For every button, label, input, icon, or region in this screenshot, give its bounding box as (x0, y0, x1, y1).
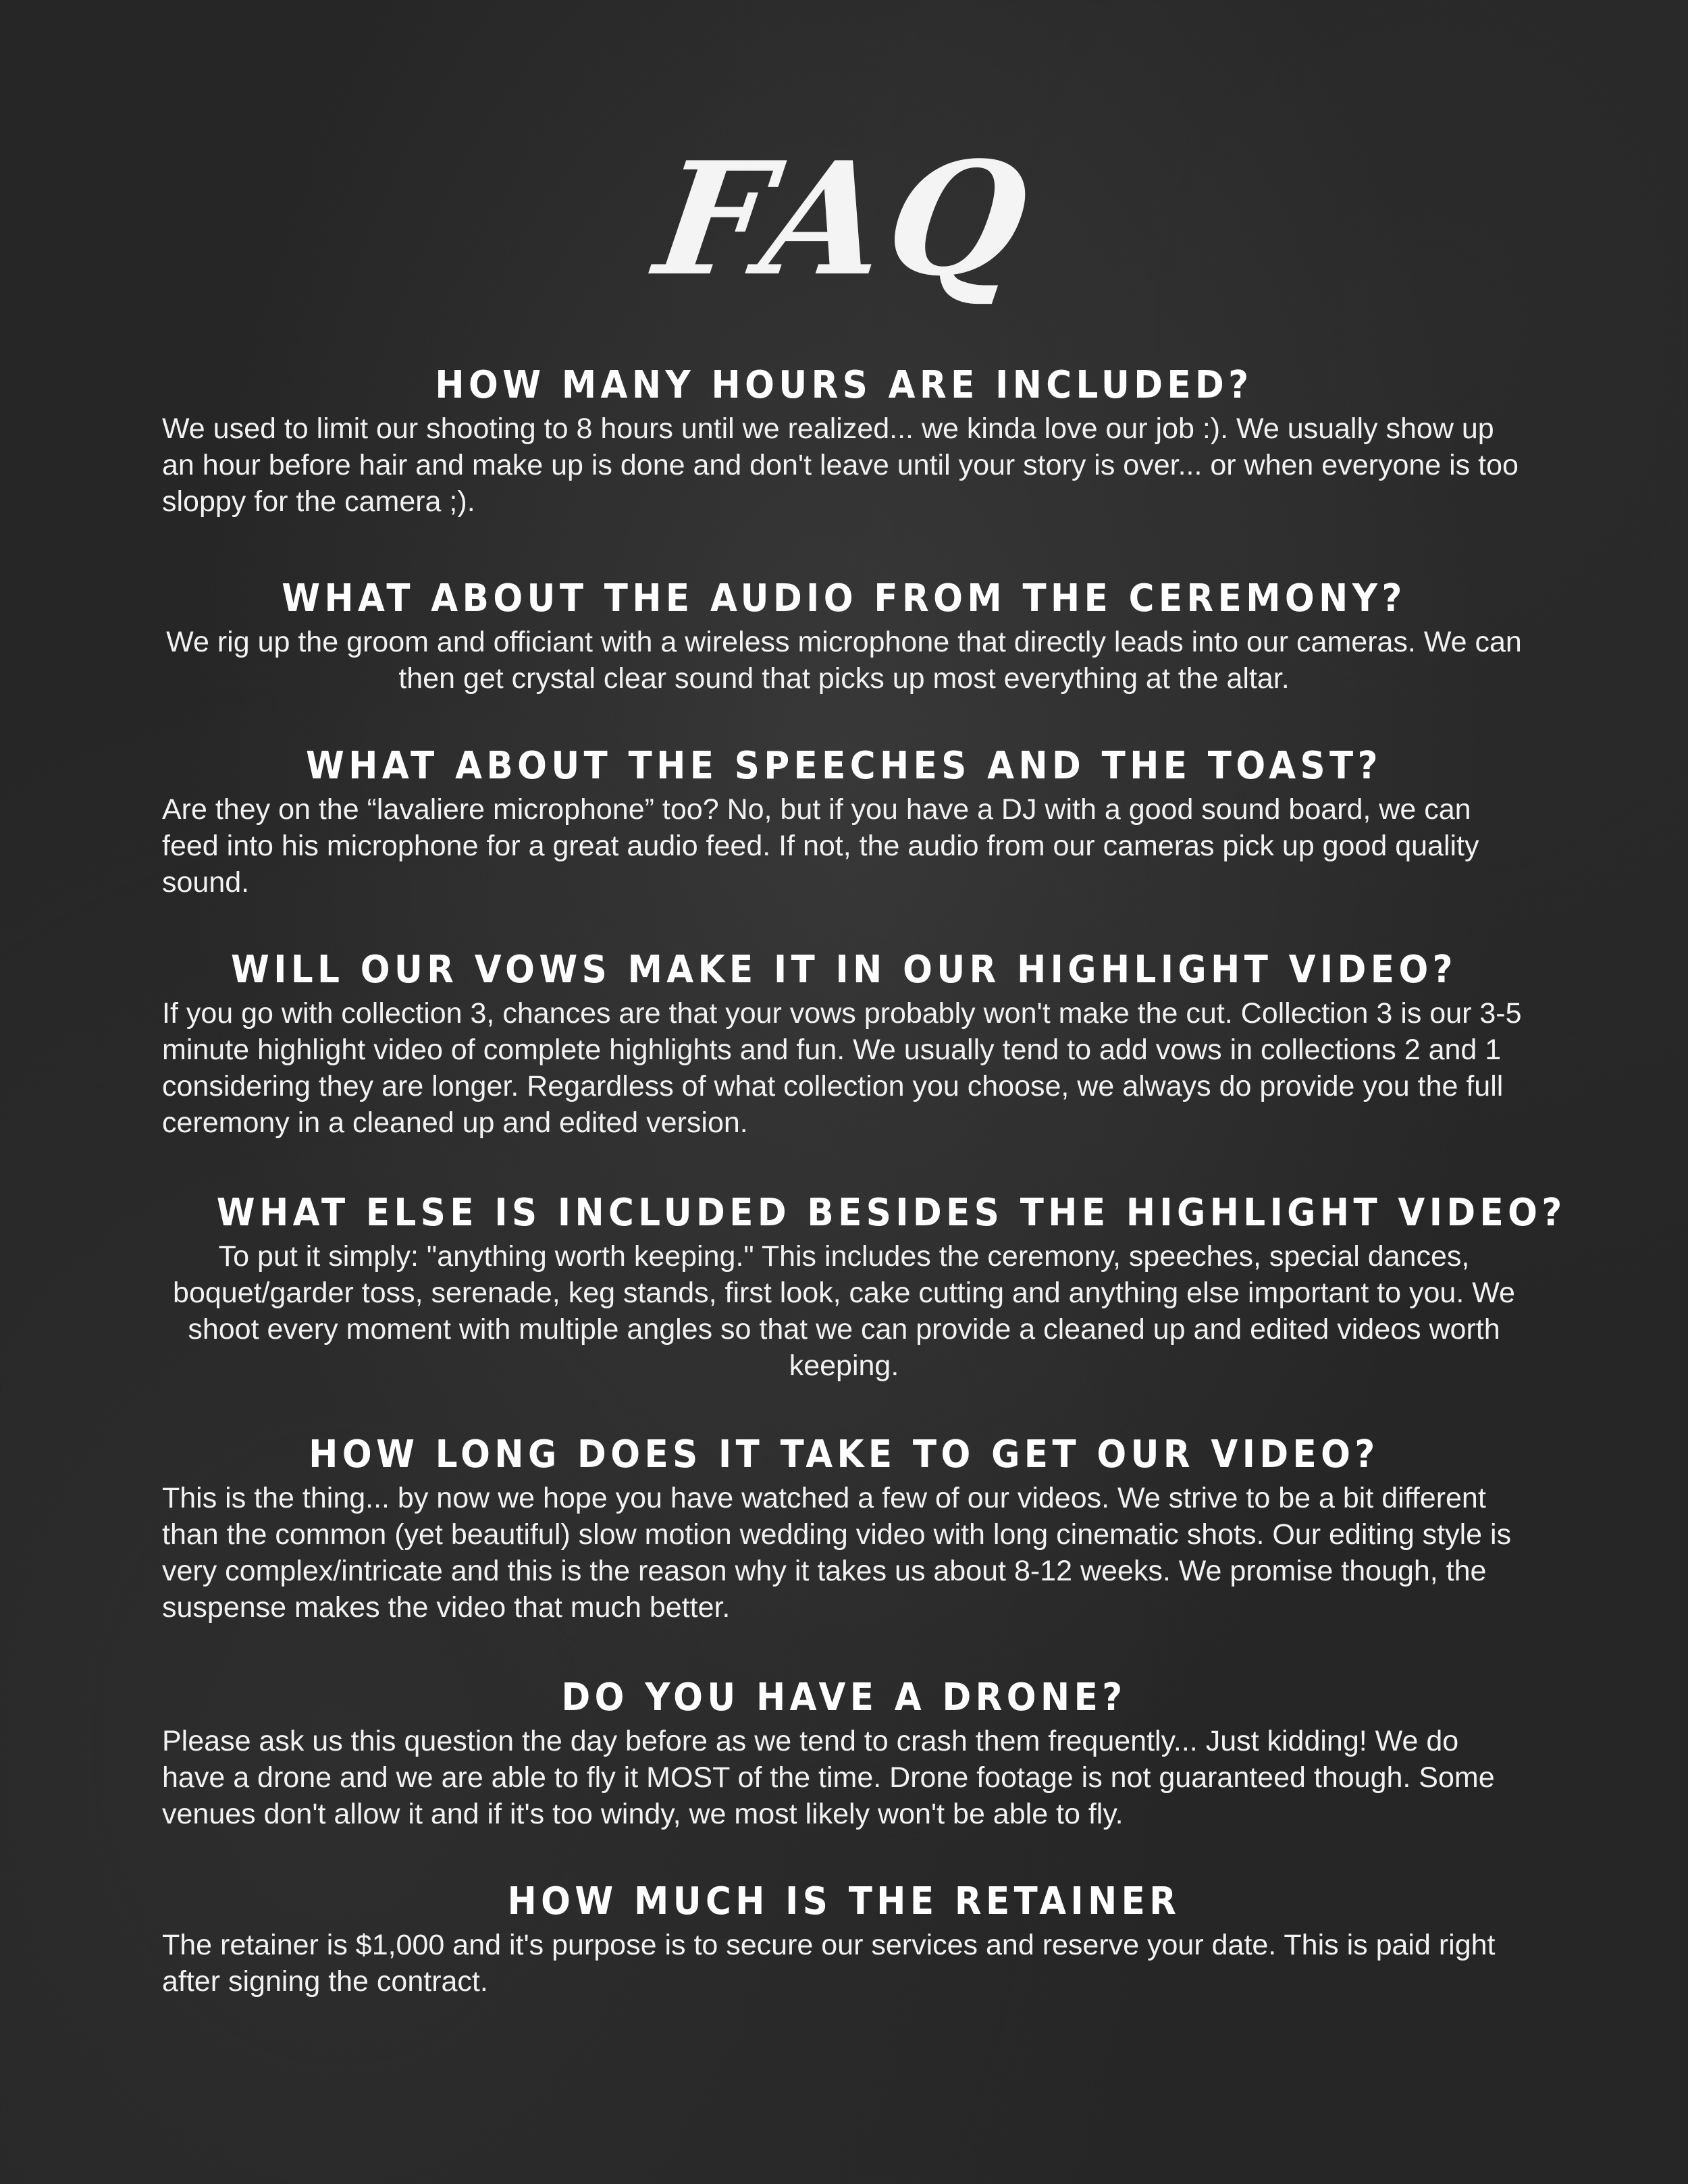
faq-question: WILL OUR VOWS MAKE IT IN OUR HIGHLIGHT VIDEO? (230, 948, 1458, 992)
faq-item-included (162, 1190, 1566, 1384)
faq-item-hours (162, 362, 1526, 520)
faq-question: HOW MANY HOURS ARE INCLUDED? (435, 363, 1253, 407)
faq-answer: We used to limit our shooting to 8 hours until we realized... we kinda love our job :). We usually show up an hour before hair and make up is done and don't leave until your story is over... or when everyone is too sloppy for the camera ;). (162, 412, 1519, 518)
faq-question: HOW LONG DOES IT TAKE TO GET OUR VIDEO? (309, 1433, 1379, 1476)
faq-item-drone (162, 1674, 1526, 1832)
faq-question: HOW MUCH IS THE RETAINER (507, 1880, 1181, 1923)
faq-question: DO YOU HAVE A DRONE? (561, 1676, 1127, 1720)
faq-question: WHAT ELSE IS INCLUDED BESIDES THE HIGHLIGHT VIDEO? (216, 1191, 1566, 1235)
faq-answer: This is the thing... by now we hope you have watched a few of our videos. We strive to be a bit different than the common (yet beautiful) slow motion wedding video with long cinematic shots. Our editing style is very complex/intricate and this is the reason why it takes us about 8-12 weeks. We promise though, the suspense makes the video that much better. (162, 1482, 1512, 1624)
faq-answer: If you go with collection 3, chances are that your vows probably won't make the cut. Collection 3 is our 3-5 minute highlight video of complete highlights and fun. We usually tend to add vows in collections 2 and 1 considering they are longer. Regardless of what collection you choose, we always do provide you the full ceremony in a cleaned up and edited version. (162, 997, 1522, 1139)
faq-answer: Please ask us this question the day before as we tend to crash them frequently... Just kidding! We do have a drone and we are able to fly it MOST of the time. Drone footage is not guaranteed though. Some venues don't allow it and if it's too windy, we most likely won't be able to fly. (162, 1725, 1495, 1830)
faq-item-speeches (162, 743, 1526, 901)
faq-answer: The retainer is $1,000 and it's purpose is to secure our services and reserve your date. This is paid right after signing the contract. (162, 1929, 1496, 1998)
page-title: FAQ (646, 128, 1042, 311)
faq-question: WHAT ABOUT THE AUDIO FROM THE CEREMONY? (282, 577, 1406, 620)
faq-item-vows (162, 947, 1526, 1141)
faq-answer: We rig up the groom and officiant with a wireless microphone that directly leads into our cameras. We can then get crystal clear sound that picks up most everything at the altar. (166, 626, 1522, 695)
faq-item-ceremony-audio (162, 575, 1526, 697)
faq-item-retainer (162, 1878, 1526, 2000)
faq-item-turnaround (162, 1431, 1526, 1626)
faq-answer: To put it simply: "anything worth keeping." This includes the ceremony, speeches, special dances, boquet/garder toss, serenade, keg stands, first look, cake cutting and anything else important to you. We shoot every moment with multiple angles so that we can provide a cleaned up and edited videos worth keeping. (173, 1240, 1515, 1382)
faq-question: WHAT ABOUT THE SPEECHES AND THE TOAST? (306, 744, 1382, 788)
faq-answer: Are they on the “lavaliere microphone” too? No, but if you have a DJ with a good sound board, we can feed into his microphone for a great audio feed. If not, the audio from our cameras pick up good quality sound. (162, 793, 1479, 899)
